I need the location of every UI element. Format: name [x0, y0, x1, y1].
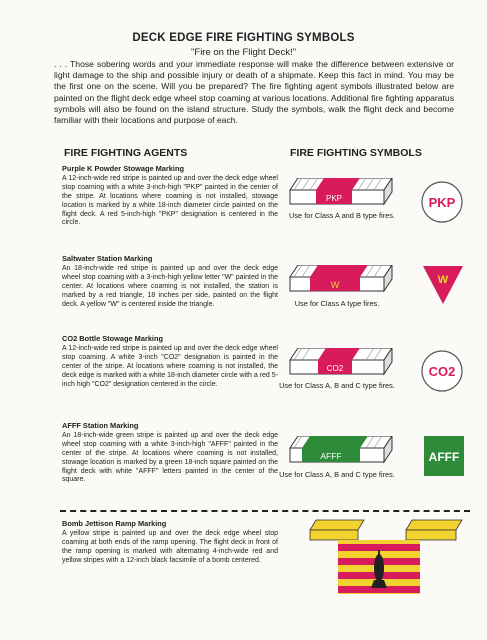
- entry-afff: [62, 422, 278, 485]
- symbol-square-afff: [423, 435, 465, 477]
- column-heading-symbols: FIRE FIGHTING SYMBOLS: [290, 147, 422, 159]
- caption-saltwater: Use for Class A type fires.: [294, 299, 380, 308]
- coaming-stripe-saltwater: [288, 265, 394, 299]
- entry-body: An 18-inch-wide green stripe is painted up and over the deck edge wheel stop coaming with a white 3-inch-high "AFFF" painted in the center of the stripe. At locations where coaming is not installed, stowage location is marked by a green 18-inch square painted on the flight deck with white "AFFF" letters painted in the center of the square.: [62, 431, 278, 484]
- entry-body: A yellow stripe is painted up and over the deck edge wheel stop coaming at both ends of the ramp opening. The flight deck in front of the ramp opening is marked with alternating 4-inch-wide red and yellow stripes with a 12-inch black facsimile of a bomb centered.: [62, 529, 278, 564]
- stripe-label: CO2: [326, 364, 344, 373]
- entry-body: An 18-inch-wide red stripe is painted up and over the deck edge wheel stop coaming with a 3-inch-high yellow letter "W" painted in the center. At locations where coaming is not installed, the station is marked by a red triangle, 18 inches per side, painted on the flight deck. A yellow "W" is centered inside the triangle.: [62, 264, 278, 308]
- caption-co2: Use for Class A, B and C type fires.: [279, 381, 395, 390]
- symbol-label: AFFF: [428, 450, 460, 464]
- entry-body: A 12-inch-wide red stripe is painted up and over the deck edge wheel stop coaming. A white 3-inch "CO2" designation is painted in the center of the stripe. At locations where coaming is not installed, the deck edge is marked with a white 18-inch diameter circle with a red 5-inch high "CO2" designation centered in the circle.: [62, 344, 278, 388]
- symbol-triangle-w: [421, 264, 465, 306]
- coaming-stripe-pkp: [288, 178, 394, 212]
- entry-bomb-jettison: [62, 520, 278, 566]
- coaming-stripe-afff: [288, 436, 394, 470]
- stripe-label: PKP: [325, 194, 343, 203]
- bomb-jettison-ramp-graphic: [308, 514, 466, 596]
- entry-saltwater: [62, 255, 278, 309]
- dashed-divider: [60, 510, 470, 512]
- symbol-circle-pkp: [420, 180, 464, 224]
- page-title: DECK EDGE FIRE FIGHTING SYMBOLS: [132, 32, 355, 44]
- entry-heading: AFFF Station Marking: [62, 421, 139, 430]
- coaming-stripe-co2: [288, 348, 394, 382]
- entry-body: A 12-inch-wide red stripe is painted up and over the deck edge wheel stop coaming with a white 3-inch-high "PKP" painted in the center of the stripe. At locations where coaming is not installed, stowage location is marked by a white 18-inch diameter circle painted on the flight deck. A red 5-inch-high "PKP" designation is centered in the circle.: [62, 174, 278, 227]
- entry-heading: Bomb Jettison Ramp Marking: [62, 519, 167, 528]
- caption-afff: Use for Class A, B and C type fires.: [279, 470, 395, 479]
- symbol-circle-co2: [420, 349, 464, 393]
- stripe-label: AFFF: [320, 451, 342, 461]
- column-heading-agents: FIRE FIGHTING AGENTS: [64, 147, 188, 159]
- stripe-label: W: [330, 280, 340, 290]
- caption-pkp: Use for Class A and B type fires.: [289, 211, 395, 220]
- entry-co2: [62, 335, 278, 389]
- intro-paragraph: . . . Those sobering words and your immediate response will make the difference between extensive or light damage to the ship and possible injury or death of a shipmate. Keep this fact in mind. You may be the first one on the scene. Will you be prepared? The fire fighting agent symbols illustrated below are painted on the flight deck edge wheel stop coaming at various locations. Additional fire fighting apparatus symbols will also be found on the island structure. Study the symbols, walk the flight deck and become familiar with their locations and purpose of each.: [54, 59, 454, 126]
- entry-heading: Saltwater Station Marking: [62, 254, 153, 263]
- symbol-label: W: [437, 274, 449, 286]
- symbol-label: PKP: [428, 195, 456, 210]
- page-subtitle: "Fire on the Flight Deck!": [191, 47, 296, 58]
- entry-heading: Purple K Powder Stowage Marking: [62, 164, 184, 173]
- entry-pkp: [62, 165, 278, 228]
- entry-heading: CO2 Bottle Stowage Marking: [62, 334, 164, 343]
- symbol-label: CO2: [428, 364, 456, 379]
